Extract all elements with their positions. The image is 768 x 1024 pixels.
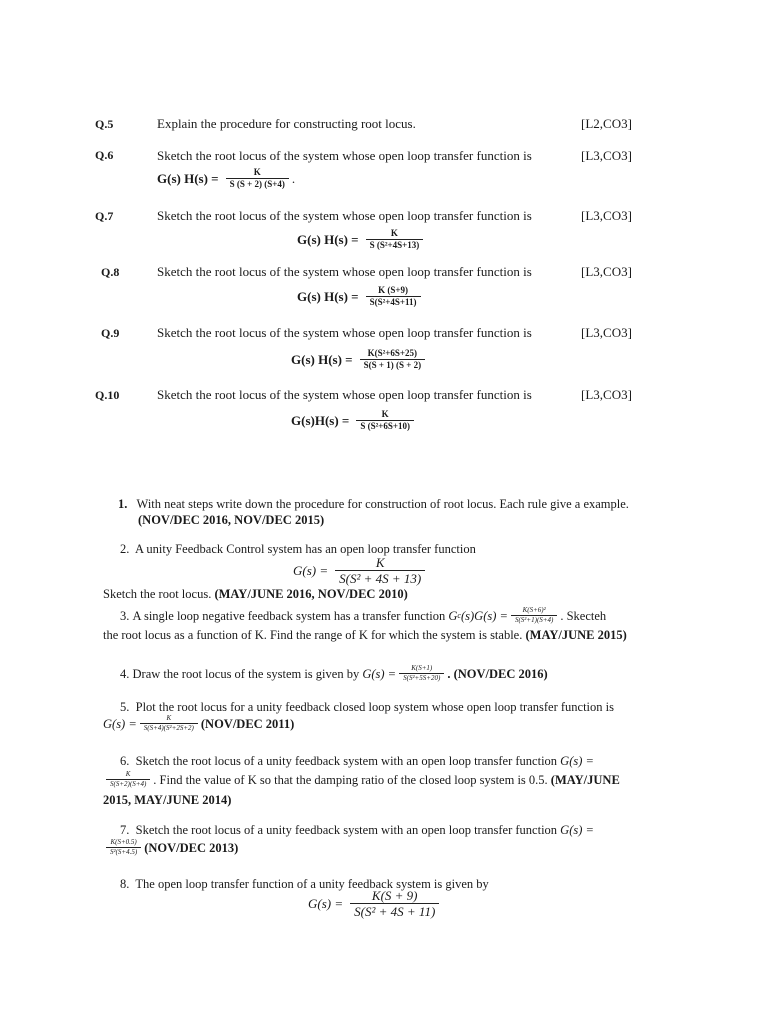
question-number: 2. — [120, 542, 130, 556]
question-number: Q.10 — [95, 388, 120, 402]
fraction — [360, 348, 426, 371]
question-text: Sketch the root locus of a unity feedback system with an open loop transfer function — [135, 754, 558, 768]
fraction-numerator: K(S²+6S+25) — [367, 348, 418, 358]
fraction — [106, 838, 141, 857]
fraction-numerator: K — [375, 555, 385, 570]
exam-reference: (NOV/DEC 2013) — [144, 840, 239, 855]
question-text: Plot the root locus for a unity feedback closed loop system whose open loop transfer function is — [135, 700, 614, 714]
fraction — [366, 285, 421, 308]
fraction-numerator: K — [253, 167, 261, 177]
question-number: 5. — [120, 700, 130, 714]
exam-reference: . (NOV/DEC 2016) — [447, 666, 548, 681]
fraction-numerator: K — [125, 770, 131, 778]
fraction-numerator: K(S+0.5) — [110, 838, 137, 846]
fraction — [511, 606, 557, 625]
question-number: 8. — [120, 877, 130, 891]
fraction-numerator: K(S+6)² — [522, 606, 546, 614]
question-4: 4. Draw the root locus of the system is given by G(s) = $\frac{K(S+1)}{\text{S(S²+5S+20)}}$ . (NOV/DEC 2016) — [120, 664, 548, 682]
exam-reference: (MAY/JUNE 2016, NOV/DEC 2010) — [214, 587, 408, 601]
question-text: A unity Feedback Control system has an open loop transfer function — [134, 542, 476, 556]
question-number: 3. — [120, 608, 130, 623]
fraction-denominator: S(S² + 4S + 11) — [350, 903, 439, 919]
question-tag: [L2,CO3] — [581, 116, 632, 131]
question-number: Q.7 — [95, 209, 114, 223]
question-text: Sketch the root locus of the system whose open loop transfer function is — [157, 387, 532, 402]
fraction — [356, 409, 414, 432]
question-text: A single loop negative feedback system has a transfer function — [132, 608, 446, 623]
fraction-denominator: S(S²+5S+20) — [399, 673, 444, 683]
fraction-numerator: K — [166, 714, 172, 722]
exam-reference: (NOV/DEC 2016, NOV/DEC 2015) — [138, 513, 325, 527]
fraction-denominator: S²(S+4.5) — [106, 847, 141, 857]
transfer-function: G(s) = $\frac{K(S + 9)}{\text{S(S² + 4S + 11)}}$ — [308, 888, 442, 919]
fraction-numerator: K — [381, 409, 389, 419]
question-text: Sketch the root locus of the system whose open loop transfer function is — [157, 325, 532, 340]
question-text: The open loop transfer function of a unity feedback system is given by — [135, 877, 489, 891]
question-text: With neat steps write down the procedure for construction of root locus. Each rule give a example. — [136, 497, 629, 511]
exam-reference: (NOV/DEC 2011) — [200, 716, 295, 731]
fraction-denominator: S (S + 2) (S+4) — [226, 178, 289, 190]
fraction — [335, 555, 425, 586]
question-text: Explain the procedure for constructing root locus. — [157, 116, 416, 131]
fraction — [106, 770, 150, 789]
question-tag: [L3,CO3] — [581, 325, 632, 340]
fraction — [140, 714, 198, 733]
fraction-denominator: S (S²+4S+13) — [366, 239, 424, 251]
fraction-denominator: S(S+2)(S+4) — [106, 779, 150, 789]
question-tag: [L3,CO3] — [581, 387, 632, 402]
question-text: Sketch the root locus of the system whose open loop transfer function is — [157, 148, 532, 163]
fraction-numerator: K(S + 9) — [371, 888, 418, 903]
question-text: Sketch the root locus of a unity feedback system with an open loop transfer function — [135, 823, 558, 837]
question-tag: [L3,CO3] — [581, 208, 632, 223]
fraction-denominator: S(S²+4S+11) — [366, 296, 421, 308]
transfer-function: G(s)H(s) = $\frac{K}{\text{S (S²+6S+10)}}$ — [291, 409, 417, 432]
exam-reference: (MAY/JUNE 2015) — [525, 628, 627, 642]
fraction — [226, 167, 289, 190]
transfer-function: G(s) H(s) = $\frac{K (S+9)}{\text{S(S²+4S+11)}}$ — [297, 285, 424, 308]
question-text: Draw the root locus of the system is given by — [132, 666, 360, 681]
exam-reference: (MAY/JUNE — [550, 772, 620, 787]
transfer-function: G(s) = $\frac{K}{\text{S(S² + 4S + 13)}}$ — [293, 555, 428, 586]
fraction-denominator: S (S²+6S+10) — [356, 420, 414, 432]
transfer-function: G(s) H(s) = $\frac{\text{K(S²+6S+25)}}{S(S + 1) (S + 2)}$ — [291, 348, 428, 371]
fraction-denominator: S(S+4)(S²+2S+2) — [140, 723, 198, 733]
question-tag: [L3,CO3] — [581, 148, 632, 163]
fraction-numerator: K — [390, 228, 398, 238]
question-number: Q.5 — [95, 117, 114, 131]
fraction-denominator: S(S²+1)(S+4) — [511, 615, 557, 625]
exam-reference: 2015, MAY/JUNE 2014) — [103, 793, 232, 807]
fraction — [366, 228, 424, 251]
question-text: Sketch the root locus. — [103, 587, 212, 601]
transfer-function: G(s) H(s) = $\frac{K}{S (S + 2) (S+4)}$ . — [157, 167, 296, 189]
question-number: 6. — [120, 754, 130, 768]
question-number: 1. — [118, 497, 128, 511]
question-text: Sketch the root locus of the system whose open loop transfer function is — [157, 264, 532, 279]
fraction-denominator: S(S + 1) (S + 2) — [360, 359, 426, 371]
fraction-numerator: K (S+9) — [378, 285, 408, 295]
question-text: the root locus as a function of K. Find the range of K for which the system is stable. — [103, 628, 523, 642]
question-tag: [L3,CO3] — [581, 264, 632, 279]
fraction — [350, 888, 439, 919]
question-number: Q.8 — [101, 265, 120, 279]
question-number: Q.9 — [101, 326, 120, 340]
fraction-denominator: S(S² + 4S + 13) — [335, 570, 425, 586]
question-number: 4. — [120, 666, 130, 681]
question-number: Q.6 — [95, 148, 114, 162]
fraction-numerator: K(S+1) — [411, 664, 433, 672]
fraction — [399, 664, 444, 683]
transfer-function: G(s) H(s) = $\frac{K}{\text{S (S²+4S+13)}}$ — [297, 228, 426, 251]
question-1 — [118, 496, 638, 528]
question-number: 7. — [120, 823, 130, 837]
question-text: Sketch the root locus of the system whose open loop transfer function is — [157, 208, 532, 223]
